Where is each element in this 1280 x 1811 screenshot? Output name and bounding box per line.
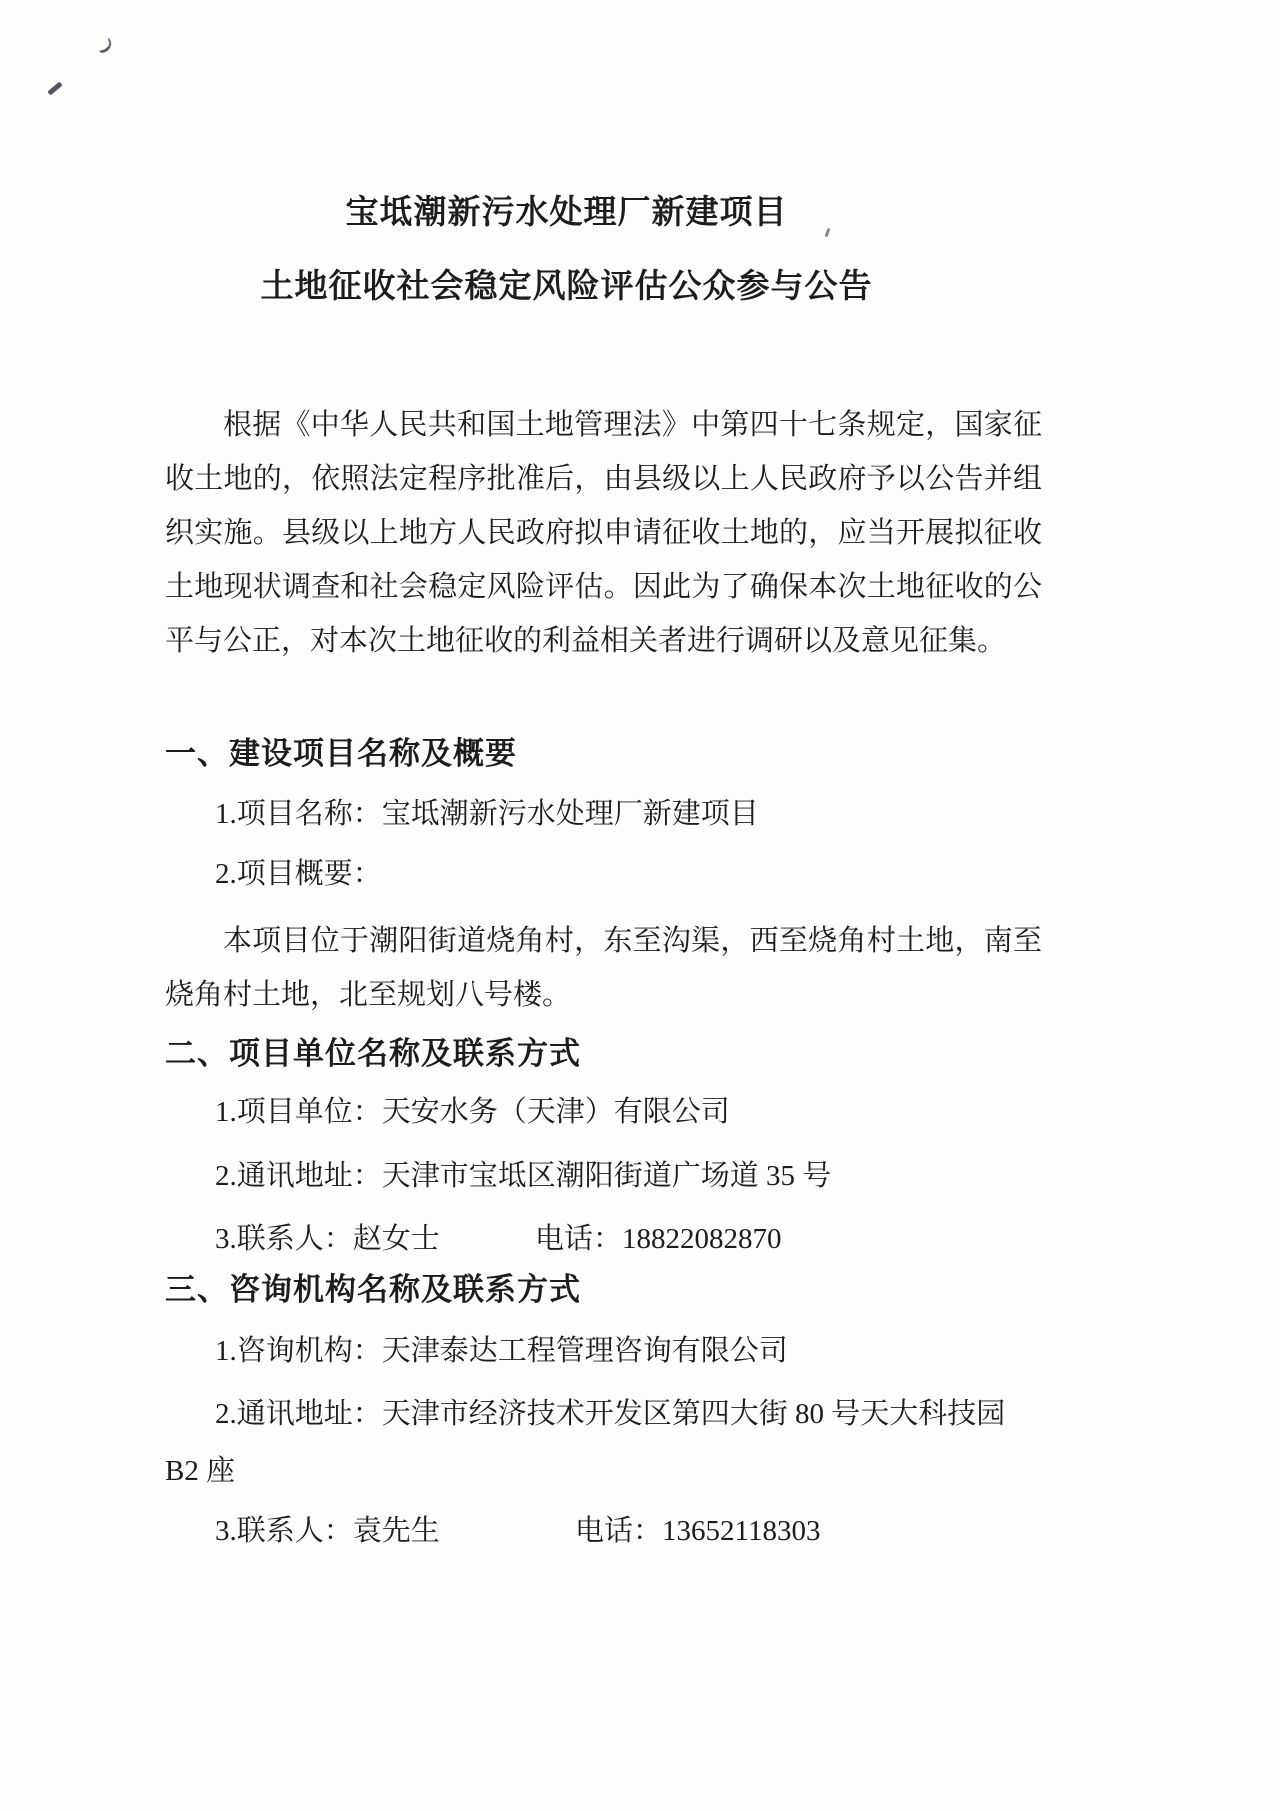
section-1-heading: 一、建设项目名称及概要 [165, 736, 517, 771]
section-3-heading: 三、咨询机构名称及联系方式 [165, 1272, 581, 1307]
section-3-item-mailing-address: 2.通讯地址：天津市经济技术开发区第四大街 80 号天大科技园 [215, 1398, 1006, 1430]
document-title-line-1: 宝坻潮新污水处理厂新建项目 [345, 195, 788, 231]
section-2-contact-line [165, 1219, 1042, 1259]
section-3-contact-line [165, 1511, 1042, 1551]
section-1-project-description: 本项目位于潮阳街道烧角村，东至沟渠，西至烧角村土地，南至烧角村土地，北至规划八号楼。 [165, 925, 1042, 1011]
section-2-contact-phone: 电话：18822082870 [535, 1223, 782, 1255]
scan-artifact-curl [96, 38, 113, 54]
section-1-item-project-name: 1.项目名称：宝坻潮新污水处理厂新建项目 [215, 798, 759, 830]
section-3-contact-phone: 电话：13652118303 [575, 1515, 821, 1547]
intro-paragraph: 根据《中华人民共和国土地管理法》中第四十七条规定，国家征收土地的，依照法定程序批准后，由县级以上人民政府予以公告并组织实施。县级以上地方人民政府拟申请征收土地的，应当开展拟征收土地现状调查和社会稳定风险评估。因此为了确保本次土地征收的公平与公正，对本次土地征收的利益相关者进行调研以及意见征集。 [165, 409, 1042, 657]
section-2-item-mailing-address: 2.通讯地址：天津市宝坻区潮阳街道广场道 35 号 [215, 1160, 832, 1192]
section-3-contact-person: 3.联系人：袁先生 [215, 1515, 440, 1547]
section-3-item-consulting-agency: 1.咨询机构：天津泰达工程管理咨询有限公司 [215, 1335, 788, 1367]
section-1-item-project-summary-label: 2.项目概要： [215, 858, 382, 890]
scan-artifact-slash [47, 81, 62, 95]
section-2-item-project-unit: 1.项目单位：天安水务（天津）有限公司 [215, 1096, 730, 1128]
section-3-address-continuation: B2 座 [165, 1455, 236, 1487]
document-body [165, 0, 1042, 1551]
section-2-heading: 二、项目单位名称及联系方式 [165, 1036, 581, 1071]
section-2-contact-person: 3.联系人：赵女士 [215, 1223, 440, 1255]
document-title-line-2: 土地征收社会稳定风险评估公众参与公告 [260, 269, 873, 305]
